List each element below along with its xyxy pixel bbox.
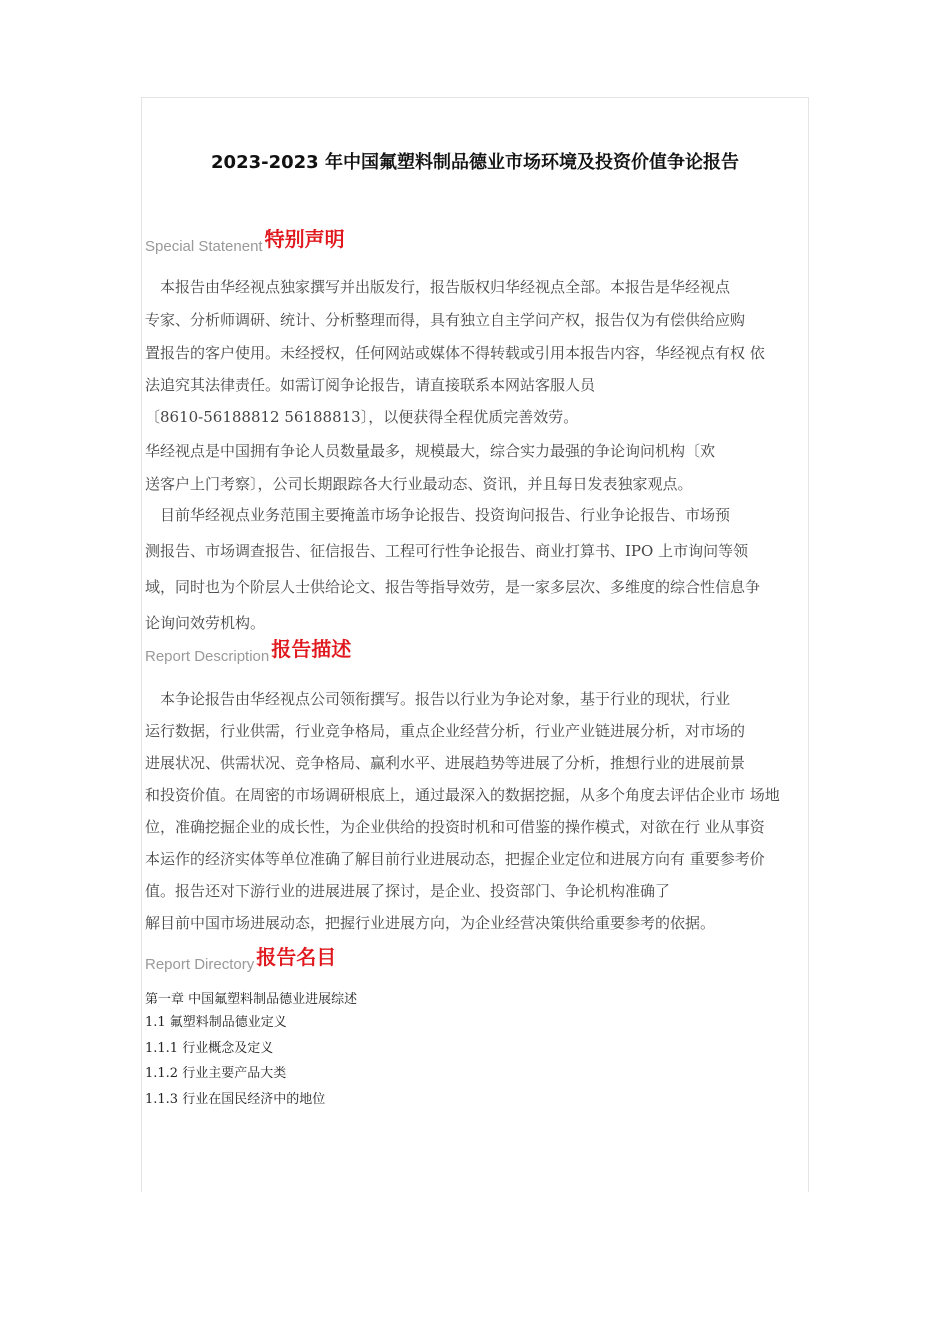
paragraph-line: 和投资价值。在周密的市场调研根底上，通过最深入的数据挖掘，从多个角度去评估企业市 场地 [145,786,780,804]
toc-item-1-1-3: 1.1.3 行业在国民经济中的地位 [145,1092,326,1107]
paragraph-line: 送客户上门考察〕，公司长期跟踪各大行业最动态、资讯，并且每日发表独家观点。 [145,475,693,493]
section-heading-en: Report Description [145,648,270,665]
section-heading-zh: 特别声明 [264,227,345,251]
paragraph-line: 本运作的经济实体等单位准确了解目前行业进展动态，把握企业定位和进展方向有 重要参考价 [145,850,765,868]
paragraph-line: 专家、分析师调研、统计、分析整理而得，具有独立自主学问产权，报告仅为有偿供给应购 [145,311,746,329]
toc-item-1-1-2: 1.1.2 行业主要产品大类 [145,1066,287,1081]
section-heading-zh: 报告描述 [271,637,352,661]
paragraph-line: 值。报告还对下游行业的进展进展了探讨，是企业、投资部门、争论机构准确了 [145,882,671,900]
section-heading-directory [145,946,336,975]
toc-chapter-1: 第一章 中国氟塑料制品德业进展综述 [145,992,358,1007]
paragraph-line: 位，准确挖掘企业的成长性，为企业供给的投资时机和可借鉴的操作模式，对欲在行 业从事资 [145,818,765,836]
paragraph-line: 域，同时也为个阶层人士供给论文、报告等指导效劳，是一家多层次、多维度的综合性信息争 [145,578,761,596]
paragraph-line: 华经视点是中国拥有争论人员数量最多，规模最大，综合实力最强的争论询问机构〔欢 [145,442,716,460]
paragraph-line: 论询问效劳机构。 [145,614,266,632]
report-title: 2023-2023 年中国氟塑料制品德业市场环境及投资价值争论报告 [211,152,739,173]
paragraph-line: 置报告的客户使用。未经授权，任何网站或媒体不得转载或引用本报告内容，华经视点有权 依 [145,344,765,362]
toc-item-1-1: 1.1 氟塑料制品德业定义 [145,1015,287,1030]
section-heading-en: Report Directory [145,956,255,973]
section-heading-description [145,638,351,667]
paragraph-line: 进展状况、供需状况、竞争格局、赢利水平、进展趋势等进展了分析，推想行业的进展前景 [145,754,746,772]
section-heading-special [145,228,345,257]
section-heading-en: Special Statenent [145,238,263,255]
contact-phone-line: 〔8610-56188812 56188813〕，以便获得全程优质完善效劳。 [145,408,579,426]
paragraph-line: 运行数据，行业供需，行业竞争格局，重点企业经营分析，行业产业链进展分析，对市场的 [145,722,746,740]
toc-item-1-1-1: 1.1.1 行业概念及定义 [145,1041,274,1056]
document-page [141,97,809,1192]
paragraph-line: 本报告由华经视点独家撰写并出版发行，报告版权归华经视点全部。本报告是华经视点 [145,278,731,296]
paragraph-line: 解目前中国市场进展动态，把握行业进展方向，为企业经营决策供给重要参考的依据。 [145,914,716,932]
paragraph-line: 目前华经视点业务范围主要掩盖市场争论报告、投资询问报告、行业争论报告、市场预 [145,506,731,524]
section-heading-zh: 报告名目 [256,945,337,969]
paragraph-line: 法追究其法律责任。如需订阅争论报告，请直接联系本网站客服人员 [145,376,596,394]
paragraph-line: 本争论报告由华经视点公司领衔撰写。报告以行业为争论对象，基于行业的现状，行业 [145,690,731,708]
paragraph-line: 测报告、市场调查报告、征信报告、工程可行性争论报告、商业打算书、IPO 上市询问等领 [145,542,749,560]
